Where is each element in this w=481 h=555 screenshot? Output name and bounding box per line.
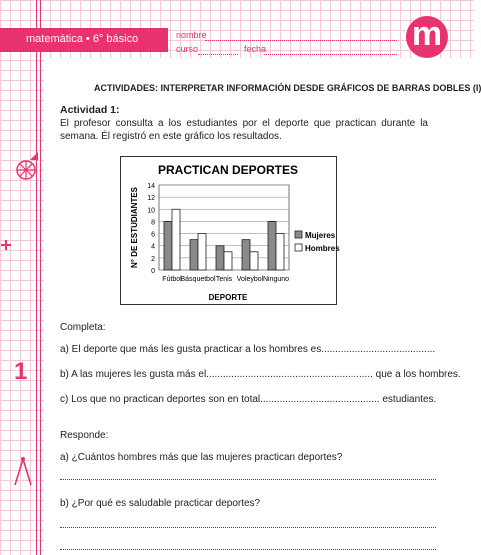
- legend-label-mujeres: Mujeres: [305, 231, 336, 240]
- margin-line: [36, 0, 37, 555]
- y-tick-label: 12: [147, 195, 155, 203]
- responde-label: Responde:: [60, 430, 109, 441]
- course-field-label: curso: [176, 44, 199, 54]
- margin-line: [40, 0, 41, 555]
- completa-item-b: b) A las mujeres les gusta más el............................................................ que a los hombres.: [60, 369, 461, 380]
- bar-chart-frame: [120, 156, 340, 305]
- y-axis-label: N° DE ESTUDIANTES: [130, 187, 139, 268]
- bar-hombres: [172, 209, 180, 270]
- bar-hombres: [198, 234, 206, 270]
- responde-item-b: b) ¿Por qué es saludable practicar deportes?: [60, 498, 261, 509]
- x-tick-label: Voleybol: [236, 276, 264, 283]
- x-tick-label: Fútbol: [162, 276, 182, 283]
- y-tick-label: 14: [147, 183, 155, 190]
- bar-mujeres: [242, 240, 250, 270]
- x-tick-label: Ninguno: [262, 276, 290, 283]
- completa-item-a: a) El deporte que más les gusta practicar a los hombres es.........................................: [60, 344, 436, 355]
- y-tick-label: 0: [151, 268, 155, 275]
- completa-label: Completa:: [60, 322, 106, 333]
- legend-label-hombres: Hombres: [305, 244, 340, 253]
- completa-item-c: c) Los que no practican deportes son en total........................................... estudiantes.: [60, 394, 437, 405]
- margin-number: 1: [14, 358, 28, 385]
- bar-mujeres: [190, 240, 198, 270]
- y-tick-label: 2: [151, 255, 155, 263]
- answer-line[interactable]: [60, 527, 436, 528]
- answer-line[interactable]: [60, 479, 436, 480]
- triangle-icon: [28, 150, 40, 162]
- answer-line[interactable]: [60, 549, 436, 550]
- activity-label: Actividad 1:: [60, 104, 120, 116]
- date-field-label: fecha: [244, 44, 267, 54]
- x-tick-label: Básquetbol: [180, 276, 216, 283]
- bar-hombres: [276, 234, 284, 270]
- page-title: ACTIVIDADES: INTERPRETAR INFORMACIÓN DESDE GRÁFICOS DE BARRAS DOBLES (I): [94, 83, 481, 93]
- course-field-line[interactable]: [198, 54, 238, 55]
- y-tick-label: 6: [151, 231, 155, 239]
- name-field-line[interactable]: [205, 40, 397, 41]
- legend-swatch-mujeres: [295, 231, 302, 238]
- y-tick-label: 4: [151, 243, 155, 251]
- date-field-line[interactable]: [264, 54, 397, 55]
- bar-mujeres: [164, 221, 172, 270]
- compass-icon: [10, 455, 36, 489]
- plus-icon: [0, 238, 12, 252]
- responde-item-a: a) ¿Cuántos hombres más que las mujeres practican deportes?: [60, 452, 343, 463]
- x-axis-label: DEPORTE: [208, 293, 248, 302]
- bar-mujeres: [216, 246, 224, 270]
- bar-hombres: [250, 252, 258, 270]
- x-tick-label: Tenis: [215, 276, 233, 283]
- chart-title: PRACTICAN DEPORTES: [157, 163, 299, 177]
- bar-mujeres: [268, 221, 276, 270]
- brand-logo: m: [406, 16, 448, 58]
- y-tick-label: 8: [151, 219, 155, 227]
- subject-label: matemática • 6° básico: [26, 33, 139, 45]
- activity-text: El profesor consulta a los estudiantes por el deporte que practican durante la semana. Él registró en este gráfico los resultados.: [60, 118, 428, 142]
- y-tick-label: 10: [147, 207, 155, 215]
- legend-swatch-hombres: [295, 244, 302, 251]
- bar-hombres: [224, 252, 232, 270]
- name-field-label: nombre: [176, 30, 207, 40]
- bar-chart: [121, 157, 340, 304]
